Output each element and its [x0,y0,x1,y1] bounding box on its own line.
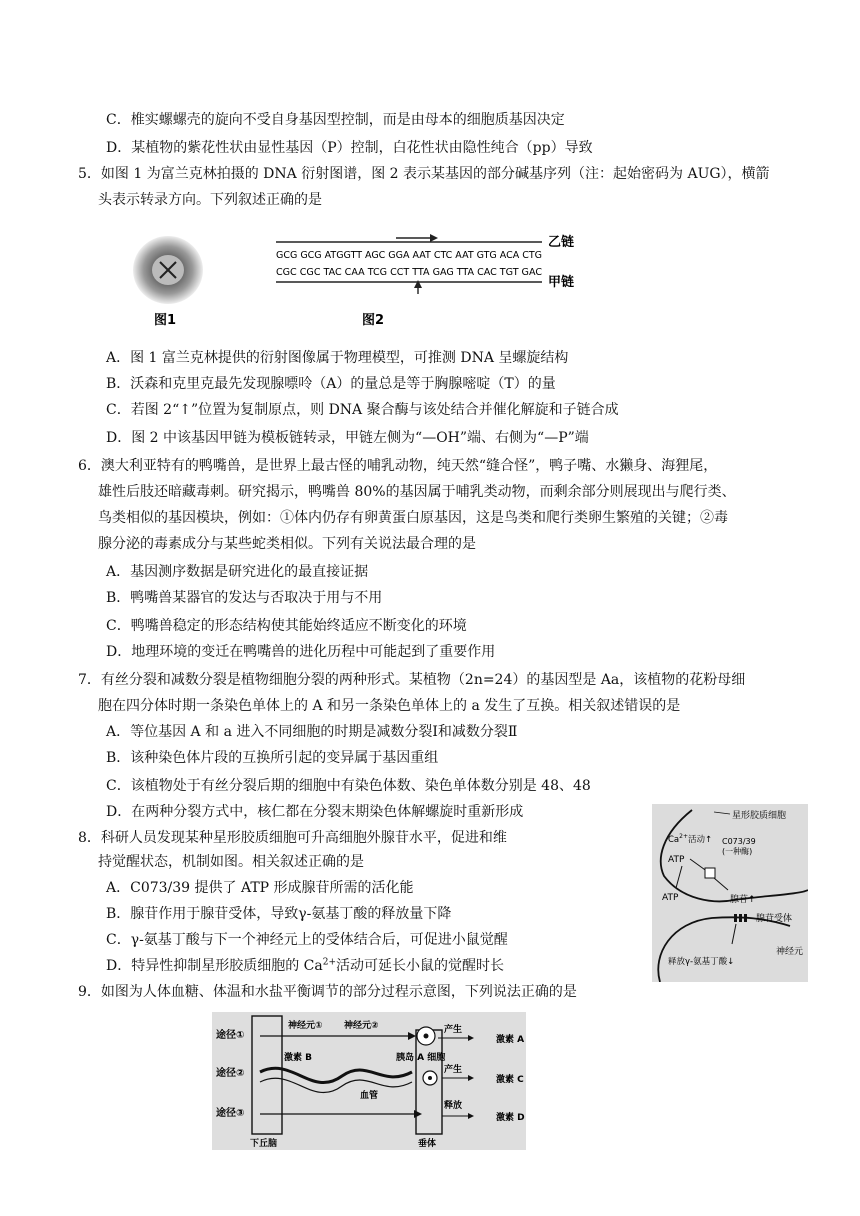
fig2-label: 图2 [362,313,385,328]
q7-stem-line1: 7．有丝分裂和减数分裂是植物细胞分裂的两种形式。某植物（2n=24）的基因型是 Aa，该植物的花粉母细 [78,672,746,688]
sequence-top-strand: GCG GCG ATGGTT AGC GGA AAT CTC AAT GTG ACA CTG [276,250,542,261]
neuron1-label: 神经元① [288,1021,323,1031]
prev-option-c: C．椎实螺螺壳的旋向不受自身基因型控制，而是由母本的细胞质基因决定 [106,112,565,128]
q9-regulation-diagram [212,1012,526,1150]
vessel-label: 血管 [360,1091,379,1101]
strand-yi-label: 乙链 [548,235,575,250]
q5-option-a: A．图 1 富兰克林提供的衍射图像属于物理模型，可推测 DNA 呈螺旋结构 [106,350,569,366]
gaba-release-label: 释放γ-氨基丁酸↓ [668,957,735,967]
pituitary-label: 垂体 [418,1139,437,1149]
q5-stem-line1: 5．如图 1 为富兰克林拍摄的 DNA 衍射图谱，图 2 表示某基因的部分碱基序列（注：起始密码为 AUG），横箭 [78,166,770,182]
sequence-bottom-strand: CGC CGC TAC CAA TCG CCT TTA GAG TTA CAC TGT GAC [276,267,543,278]
path2-label: 途径② [216,1068,245,1079]
q5-option-d: D．图 2 中该基因甲链为模板链转录，甲链左侧为“—OH”端、右侧为“—P”端 [106,430,589,446]
q8-mechanism-figure [652,804,808,982]
strand-jia-label: 甲链 [548,275,575,290]
q7-stem-line2: 胞在四分体时期一条染色单体上的 A 和另一条染色单体上的 a 发生了互换。相关叙述错误的是 [98,698,681,714]
q6-option-b: B．鸭嘴兽某器官的发达与否取决于用与不用 [106,590,383,606]
hypothalamus-label: 下丘脑 [250,1139,278,1149]
hormone-c-label: 激素 C [496,1075,524,1085]
q6-stem-line2: 雄性后肢还暗藏毒刺。研究揭示，鸭嘴兽 80%的基因属于哺乳类动物，而剩余部分则展现出与爬行类、 [98,484,736,500]
q9-stem: 9．如图为人体血糖、体温和水盐平衡调节的部分过程示意图，下列说法正确的是 [78,984,577,1000]
receptor-label: 腺苷受体 [756,914,793,924]
q7-option-d: D．在两种分裂方式中，核仁都在分裂末期染色体解螺旋时重新形成 [106,804,524,820]
hormone-b-label: 激素 B [284,1053,312,1063]
q6-option-a: A．基因测序数据是研究进化的最直接证据 [106,564,369,580]
base-sequence-diagram [276,234,574,294]
q8-stem-line1: 8．科研人员发现某种星形胶质细胞可升高细胞外腺苷水平，促进和维 [78,830,507,846]
atp-inner-label: ATP [668,855,685,865]
atp-outer-label: ATP [662,893,679,903]
islet-a-label: 胰岛 A 细胞 [396,1053,446,1063]
enzyme-note-label: (一种酶) [722,847,753,856]
fig1-label: 图1 [154,313,177,328]
q8-stem-line2: 持觉醒状态，机制如图。相关叙述正确的是 [98,854,364,870]
prev-option-d: D．某植物的紫花性状由显性基因（P）控制，白花性状由隐性纯合（pp）导致 [106,140,593,156]
q8-option-a: A．C073/39 提供了 ATP 形成腺苷所需的活化能 [106,880,414,896]
q6-stem-line1: 6．澳大利亚特有的鸭嘴兽，是世界上最古怪的哺乳动物，纯天然“缝合怪”，鸭子嘴、水獭身、海狸尾， [78,458,718,474]
path1-label: 途径① [216,1030,245,1041]
release-label: 释放 [444,1101,463,1111]
q5-stem-line2: 头表示转录方向。下列叙述正确的是 [98,192,322,208]
neuron-label: 神经元 [776,947,804,957]
adenosine-label: 腺苷↑ [730,895,756,905]
adenosine-receptor-shape [734,914,747,922]
q6-option-d: D．地理环境的变迁在鸭嘴兽的进化历程中可能起到了重要作用 [106,644,496,660]
dna-diffraction-image [133,236,203,304]
q8-option-c: C．γ-氨基丁酸与下一个神经元上的受体结合后，可促进小鼠觉醒 [106,932,508,948]
q8-option-d: D．特异性抑制星形胶质细胞的 $Ca^{2+}$活动可延长小鼠的觉醒时长 [106,957,505,974]
q6-stem-line3: 鸟类相似的基因模块，例如：①体内仍存有卵黄蛋白原基因，这是鸟类和爬行类卵生繁殖的关键；②毒 [98,510,728,526]
path3-label: 途径③ [216,1108,245,1119]
hormone-d-label: 激素 D [496,1113,525,1123]
q6-stem-line4: 腺分泌的毒素成分与某些蛇类相似。下列有关说法最合理的是 [98,536,476,552]
produce2-label: 产生 [444,1065,463,1075]
q5-option-c: C．若图 2“↑”位置为复制原点，则 DNA 聚合酶与该处结合并催化解旋和子链合成 [106,402,619,418]
hormone-a-label: 激素 A [496,1035,525,1045]
ca-activity-label: $Ca^{2+}$活动↑ [668,833,713,845]
produce1-label: 产生 [444,1025,463,1035]
q5-figures [128,228,598,332]
q7-option-b: B．该种染色体片段的互换所引起的变异属于基因重组 [106,750,439,766]
q6-option-c: C．鸭嘴兽稳定的形态结构使其能始终适应不断变化的环境 [106,618,467,634]
astrocyte-label: 星形胶质细胞 [732,811,787,821]
q5-option-b: B．沃森和克里克最先发现腺嘌呤（A）的量总是等于胸腺嘧啶（T）的量 [106,376,556,392]
q7-option-c: C．该植物处于有丝分裂后期的细胞中有染色体数、染色单体数分别是 48、48 [106,778,591,794]
q7-option-a: A．等位基因 A 和 a 进入不同细胞的时期是减数分裂Ⅰ和减数分裂Ⅱ [106,724,518,740]
enzyme-name-label: C073/39 [722,837,756,846]
q8-option-b: B．腺苷作用于腺苷受体，导致γ-氨基丁酸的释放量下降 [106,906,452,922]
neuron2-label: 神经元② [344,1021,379,1031]
